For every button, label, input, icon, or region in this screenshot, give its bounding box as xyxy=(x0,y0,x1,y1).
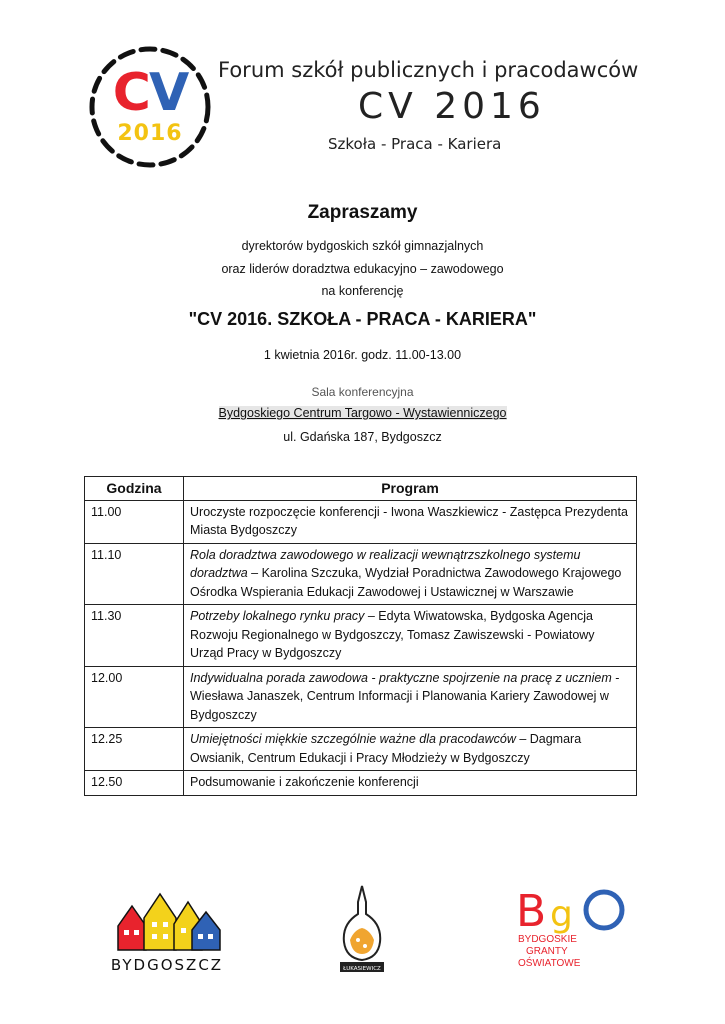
header-time: Godzina xyxy=(85,477,184,501)
row-program: Potrzeby lokalnego rynku pracy – Edyta Wiwatowska, Bydgoska Agencja Rozwoju Regionalnego w Bydgoszczy, Tomasz Zawiszewski - Powiatowy Urząd Pracy w Bydgoszczy xyxy=(184,605,637,667)
svg-text:B: B xyxy=(516,886,547,937)
row-time: 11.10 xyxy=(85,543,184,605)
header-program: Program xyxy=(184,477,637,501)
logo-letter-c: C xyxy=(112,63,149,123)
bgo-line-3: OŚWIATOWE xyxy=(518,958,581,969)
row-time: 11.30 xyxy=(85,605,184,667)
invite-line-3: na konferencję xyxy=(321,284,404,298)
logo-year: 2016 xyxy=(117,121,183,146)
row-time: 12.25 xyxy=(85,728,184,771)
program-table xyxy=(84,476,637,796)
bgo-logo xyxy=(512,880,630,976)
cv-2016-logo xyxy=(86,43,214,171)
table-row xyxy=(85,500,637,543)
lukasiewicz-logo xyxy=(338,882,386,974)
row-program: Podsumowanie i zakończenie konferencji xyxy=(184,771,637,796)
bydgoszcz-wordmark: BYDGOSZCZ xyxy=(110,956,224,974)
event-subtitle: Szkoła - Praca - Kariera xyxy=(328,135,502,153)
row-time: 11.00 xyxy=(85,500,184,543)
conference-title: "CV 2016. SZKOŁA - PRACA - KARIERA" xyxy=(188,309,537,329)
row-program: Uroczyste rozpoczęcie konferencji - Iwona Waszkiewicz - Zastępca Prezydenta Miasta Bydgoszczy xyxy=(184,500,637,543)
invite-line-1: dyrektorów bydgoskich szkół gimnazjalnych xyxy=(241,239,484,253)
row-program: Rola doradztwa zawodowego w realizacji wewnątrzszkolnego systemu doradztwa – Karolina Szczuka, Wydział Poradnictwa Zawodowego Krajowego Ośrodka Wspierania Edukacji Zawodowej i Ustawicznej w Warszawie xyxy=(184,543,637,605)
event-title: CV 2016 xyxy=(358,86,546,127)
bgo-line-1: BYDGOSKIE xyxy=(518,934,577,945)
venue-address: ul. Gdańska 187, Bydgoszcz xyxy=(283,430,442,444)
lukasiewicz-wordmark: ŁUKASIEWICZ xyxy=(343,966,381,972)
sponsor-logos xyxy=(0,880,725,980)
table-row xyxy=(85,605,637,667)
row-program: Umiejętności miękkie szczególnie ważne dla pracodawców – Dagmara Owsianik, Centrum Edukacji i Pracy Młodzieży w Bydgoszczy xyxy=(184,728,637,771)
invite-line-2: oraz liderów doradztwa edukacyjno – zawodowego xyxy=(221,262,504,276)
table-row xyxy=(85,666,637,728)
table-row xyxy=(85,543,637,605)
svg-text:g: g xyxy=(550,894,573,935)
logo-letter-v: V xyxy=(148,63,188,123)
row-program: Indywidualna porada zawodowa - praktyczne spojrzenie na pracę z uczniem - Wiesława Janaszek, Centrum Informacji i Planowania Kariery Zawodowej w Bydgoszczy xyxy=(184,666,637,728)
row-time: 12.50 xyxy=(85,771,184,796)
bgo-line-2: GRANTY xyxy=(526,946,568,957)
table-header-row xyxy=(85,477,637,501)
invite-heading: Zapraszamy xyxy=(307,202,418,223)
venue-line-2: Bydgoskiego Centrum Targowo - Wystawienniczego xyxy=(218,406,507,420)
row-time: 12.00 xyxy=(85,666,184,728)
bydgoszcz-logo xyxy=(108,888,226,978)
table-row xyxy=(85,771,637,796)
table-row xyxy=(85,728,637,771)
conference-date: 1 kwietnia 2016r. godz. 11.00-13.00 xyxy=(263,348,462,362)
forum-title: Forum szkół publicznych i pracodawców xyxy=(218,58,639,82)
venue-line-1: Sala konferencyjna xyxy=(311,385,414,399)
